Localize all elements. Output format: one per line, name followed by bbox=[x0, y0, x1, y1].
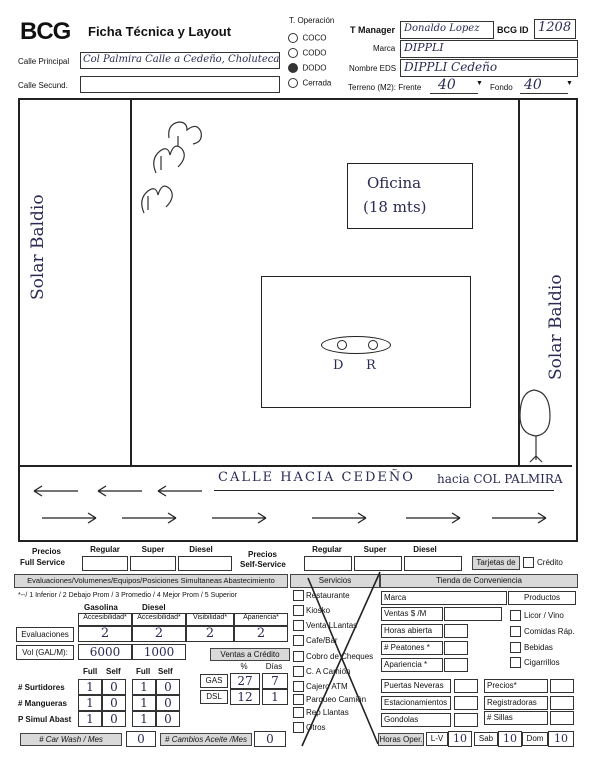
left-lot-label: Solar Baldio bbox=[28, 194, 48, 300]
pump-diesel-label: D bbox=[333, 358, 344, 373]
street-label: CALLE HACIA CEDEÑO bbox=[218, 470, 415, 485]
precios-tienda-label: Precios* bbox=[484, 679, 548, 693]
oficina-building bbox=[347, 163, 473, 229]
svc-label-kiosko: Kiosko bbox=[306, 606, 331, 615]
surtidores-gas-full[interactable]: 1 bbox=[78, 679, 102, 695]
calle-principal-field[interactable] bbox=[80, 52, 280, 69]
price-diesel-self-field[interactable] bbox=[404, 556, 462, 571]
bcg-logo: BCG bbox=[20, 18, 71, 45]
right-lot-label: Solar Baldio bbox=[546, 274, 566, 380]
prod-label-cigarrillos: Cigarrillos bbox=[524, 658, 560, 667]
ventas-credito-header: Ventas a Crédito bbox=[210, 648, 290, 661]
radio-codo[interactable] bbox=[288, 48, 298, 58]
pump-island bbox=[321, 336, 391, 354]
surtidores-dsl-full[interactable]: 1 bbox=[132, 679, 156, 695]
street-edge bbox=[20, 465, 572, 467]
simul-gas-full[interactable]: 1 bbox=[78, 711, 102, 727]
oficina-label: Oficina bbox=[367, 174, 422, 192]
gas-dias-value[interactable]: 7 bbox=[262, 673, 288, 689]
cambios-aceite-label: # Cambios Aceite /Mes bbox=[160, 733, 252, 746]
puertas-neveras-field[interactable] bbox=[454, 679, 478, 693]
eval-accesibilidad-gas[interactable]: 2 bbox=[78, 626, 132, 642]
col-super-self: Super bbox=[363, 545, 387, 554]
vol-diesel[interactable]: 1000 bbox=[132, 644, 186, 660]
dsl-pct-value[interactable]: 12 bbox=[230, 689, 260, 705]
prod-label-licor: Licor / Vino bbox=[524, 611, 564, 620]
dom-label: Dom bbox=[522, 732, 548, 746]
mangueras-dsl-full[interactable]: 1 bbox=[132, 695, 156, 711]
apariencia-tienda-field[interactable] bbox=[444, 658, 468, 672]
dsl-label: DSL bbox=[200, 690, 228, 704]
prod-checkbox-licor[interactable] bbox=[510, 610, 521, 621]
svc-label-venta-llantas: Venta LLantas bbox=[306, 621, 358, 630]
traffic-arrows-eastbound bbox=[40, 510, 570, 526]
full-col-2: Full bbox=[136, 667, 151, 676]
diesel-eval-label: Diesel bbox=[142, 603, 166, 612]
op-codo-label: CODO bbox=[302, 48, 327, 58]
nombre-eds-field[interactable] bbox=[400, 59, 578, 77]
prod-label-bebidas: Bebidas bbox=[524, 643, 553, 652]
terreno-label: Terreno (M2): Frente bbox=[348, 83, 422, 92]
prod-label-comidas: Comidas Ráp. bbox=[524, 627, 575, 636]
eval-apariencia[interactable]: 2 bbox=[234, 626, 288, 642]
cambios-aceite-value[interactable]: 0 bbox=[254, 731, 286, 747]
mangueras-gas-full[interactable]: 1 bbox=[78, 695, 102, 711]
svc-label-cajero-atm: Cajero ATM bbox=[306, 682, 348, 691]
apariencia-header: Apariencia* bbox=[234, 613, 288, 626]
credito-checkbox[interactable] bbox=[523, 557, 534, 568]
street-label-direction: hacia COL PALMIRA bbox=[437, 472, 563, 486]
mangueras-label: # Mangueras bbox=[18, 699, 67, 708]
t-manager-value: Donaldo Lopez bbox=[404, 23, 480, 34]
horas-oper-label: Horas Oper. bbox=[379, 735, 423, 744]
precios-tienda-field[interactable] bbox=[550, 679, 574, 693]
pump-icon-right bbox=[368, 340, 378, 350]
sillas-label: # Sillas bbox=[484, 711, 548, 725]
lv-value[interactable]: 10 bbox=[448, 731, 472, 747]
svc-label-parqueo-camion: Parqueo Camión bbox=[306, 695, 367, 704]
svc-label-ca-camion: C. A Camión bbox=[306, 667, 351, 676]
precios-full-label: Precios bbox=[32, 547, 61, 556]
marca-value: DIPPLI bbox=[404, 41, 444, 54]
fondo-value: 40 bbox=[524, 77, 542, 93]
gas-label: GAS bbox=[200, 674, 228, 688]
col-diesel-self: Diesel bbox=[413, 545, 437, 554]
svc-label-rep-llantas: Rep Llantas bbox=[306, 708, 349, 717]
peatones-field[interactable] bbox=[444, 641, 468, 655]
price-super-full-field[interactable] bbox=[130, 556, 176, 571]
op-dodo-label: DODO bbox=[302, 63, 327, 73]
dsl-dias-value[interactable]: 1 bbox=[262, 689, 288, 705]
precios-full-label-2: Full Service bbox=[20, 558, 65, 567]
servicios-header: Servicios bbox=[290, 574, 380, 588]
rating-scale: *--/ 1 Inferior / 2 Debajo Prom / 3 Promedio / 4 Mejor Prom / 5 Superior bbox=[18, 592, 238, 599]
visibilidad-header: Visibilidad* bbox=[186, 613, 234, 626]
t-operacion-label: T. Operación bbox=[289, 16, 335, 25]
pump-regular-label: R bbox=[366, 358, 376, 373]
fondo-dropdown-icon[interactable]: ▼ bbox=[566, 80, 573, 87]
pct-label: % bbox=[240, 662, 248, 671]
bcg-id-value: 1208 bbox=[538, 20, 572, 35]
svc-label-otros: Otros bbox=[306, 723, 326, 732]
dom-value[interactable]: 10 bbox=[548, 731, 574, 747]
sillas-field[interactable] bbox=[550, 711, 574, 725]
registradoras-label: Registradoras bbox=[484, 696, 548, 710]
tree-icon-right bbox=[516, 386, 556, 464]
left-property-line bbox=[130, 100, 132, 466]
prod-checkbox-comidas[interactable] bbox=[510, 626, 521, 637]
col-super-full: Super bbox=[141, 545, 165, 554]
surtidores-label: # Surtidores bbox=[18, 683, 65, 692]
puertas-neveras-label: Puertas Neveras bbox=[381, 679, 451, 693]
nombre-eds-value: DIPPLI Cedeño bbox=[404, 60, 498, 74]
calle-principal-label: Calle Principal bbox=[18, 57, 70, 66]
simul-gas-self[interactable]: 0 bbox=[102, 711, 126, 727]
vol-gasolina[interactable]: 6000 bbox=[78, 644, 132, 660]
frente-value: 40 bbox=[438, 77, 456, 93]
estacionamientos-label: Estacionamientos bbox=[381, 696, 451, 710]
simul-dsl-self[interactable]: 0 bbox=[156, 711, 180, 727]
ventas-field[interactable] bbox=[444, 607, 502, 621]
prod-checkbox-cigarrillos[interactable] bbox=[510, 657, 521, 668]
price-diesel-full-field[interactable] bbox=[178, 556, 232, 571]
gondolas-label: Gondolas bbox=[381, 713, 451, 727]
mangueras-dsl-self[interactable]: 0 bbox=[156, 695, 180, 711]
registradoras-field[interactable] bbox=[550, 696, 574, 710]
fondo-field[interactable] bbox=[520, 77, 568, 94]
car-wash-value[interactable]: 0 bbox=[126, 731, 156, 747]
t-manager-field[interactable] bbox=[400, 21, 494, 39]
accesibilidad-dsl-header: Accesibilidad* bbox=[132, 613, 186, 626]
horas-abierta-label: Horas abierta bbox=[381, 624, 443, 638]
dias-label: Días bbox=[265, 662, 283, 671]
calle-secund-label: Calle Secund. bbox=[18, 81, 68, 90]
sab-label: Sab bbox=[474, 732, 498, 746]
full-col-1: Full bbox=[83, 667, 98, 676]
calle-principal-value: Col Palmira Calle a Cedeño, Choluteca bbox=[83, 54, 279, 65]
op-option-cerrada[interactable] bbox=[288, 74, 331, 92]
self-col-2: Self bbox=[158, 667, 173, 676]
accesibilidad-gas-header: Accesibilidad* bbox=[78, 613, 132, 626]
gasolina-label: Gasolina bbox=[84, 603, 118, 612]
svc-label-restaurante: Restaurante bbox=[306, 591, 350, 600]
gas-pct-value[interactable]: 27 bbox=[230, 673, 260, 689]
precios-self-label: Precios bbox=[248, 550, 277, 559]
col-regular-full: Regular bbox=[90, 545, 120, 554]
frente-dropdown-icon[interactable]: ▼ bbox=[476, 80, 483, 87]
tienda-header: Tienda de Conveniencia bbox=[380, 574, 578, 588]
calle-secund-field[interactable] bbox=[80, 76, 280, 93]
simul-dsl-full[interactable]: 1 bbox=[132, 711, 156, 727]
eval-visibilidad[interactable]: 2 bbox=[186, 626, 234, 642]
services-strike-mark bbox=[296, 568, 386, 752]
radio-cerrada[interactable] bbox=[288, 78, 298, 88]
t-manager-label: T Manager bbox=[350, 25, 396, 35]
surtidores-dsl-self[interactable]: 0 bbox=[156, 679, 180, 695]
tienda-marca-label: Marca bbox=[381, 591, 507, 605]
prod-checkbox-bebidas[interactable] bbox=[510, 642, 521, 653]
bcg-id-label: BCG ID bbox=[497, 25, 529, 35]
price-regular-full-field[interactable] bbox=[82, 556, 128, 571]
evaluaciones-header: Evaluaciones/Volumenes/Equipos/Posiciones Simultaneas Abastecimiento bbox=[14, 574, 288, 588]
precios-self-label-2: Self-Service bbox=[240, 560, 286, 569]
mangueras-gas-self[interactable]: 0 bbox=[102, 695, 126, 711]
productos-label: Productos bbox=[508, 591, 576, 605]
oficina-size-label: (18 mts) bbox=[363, 198, 427, 216]
marca-label: Marca bbox=[373, 44, 396, 53]
pump-icon-left bbox=[337, 340, 347, 350]
simul-abast-label: P Simul Abast bbox=[18, 715, 72, 724]
form-title: Ficha Técnica y Layout bbox=[88, 24, 232, 39]
svc-label-cobro-cheques: Cobro de Cheques bbox=[306, 652, 374, 661]
evaluaciones-label: Evaluaciones bbox=[16, 627, 74, 642]
marca-field[interactable] bbox=[400, 40, 578, 58]
radio-dodo[interactable] bbox=[288, 63, 298, 73]
op-coco-label: COCO bbox=[302, 33, 327, 43]
apariencia-tienda-label: Apariencia * bbox=[381, 658, 443, 672]
col-regular-self: Regular bbox=[312, 545, 342, 554]
surtidores-gas-self[interactable]: 0 bbox=[102, 679, 126, 695]
self-col-1: Self bbox=[106, 667, 121, 676]
ventas-label: Ventas $ /M bbox=[381, 607, 443, 621]
bcg-id-field[interactable] bbox=[534, 19, 576, 39]
frente-field[interactable] bbox=[430, 77, 478, 94]
street-label-underline bbox=[214, 490, 554, 491]
estacionamientos-field[interactable] bbox=[454, 696, 478, 710]
nombre-eds-label: Nombre EDS bbox=[349, 64, 397, 73]
vol-label: Vol (GAL/M): bbox=[16, 645, 74, 660]
tree-icons-left bbox=[134, 118, 214, 228]
horas-abierta-field[interactable] bbox=[444, 624, 468, 638]
eval-accesibilidad-dsl[interactable]: 2 bbox=[132, 626, 186, 642]
op-cerrada-label: Cerrada bbox=[302, 78, 332, 88]
credito-label: Crédito bbox=[537, 558, 563, 567]
col-diesel-full: Diesel bbox=[189, 545, 213, 554]
gondolas-field[interactable] bbox=[454, 713, 478, 727]
peatones-label: # Peatones * bbox=[381, 641, 443, 655]
radio-coco[interactable] bbox=[288, 33, 298, 43]
lv-label: L-V bbox=[426, 732, 448, 746]
svc-label-cafe-bar: Cafe/Bar bbox=[306, 636, 338, 645]
sab-value[interactable]: 10 bbox=[498, 731, 522, 747]
car-wash-label: # Car Wash / Mes bbox=[20, 733, 122, 746]
traffic-arrows-westbound bbox=[30, 483, 210, 499]
fondo-label: Fondo bbox=[490, 83, 513, 92]
tarjetas-button[interactable]: Tarjetas de bbox=[472, 556, 520, 570]
